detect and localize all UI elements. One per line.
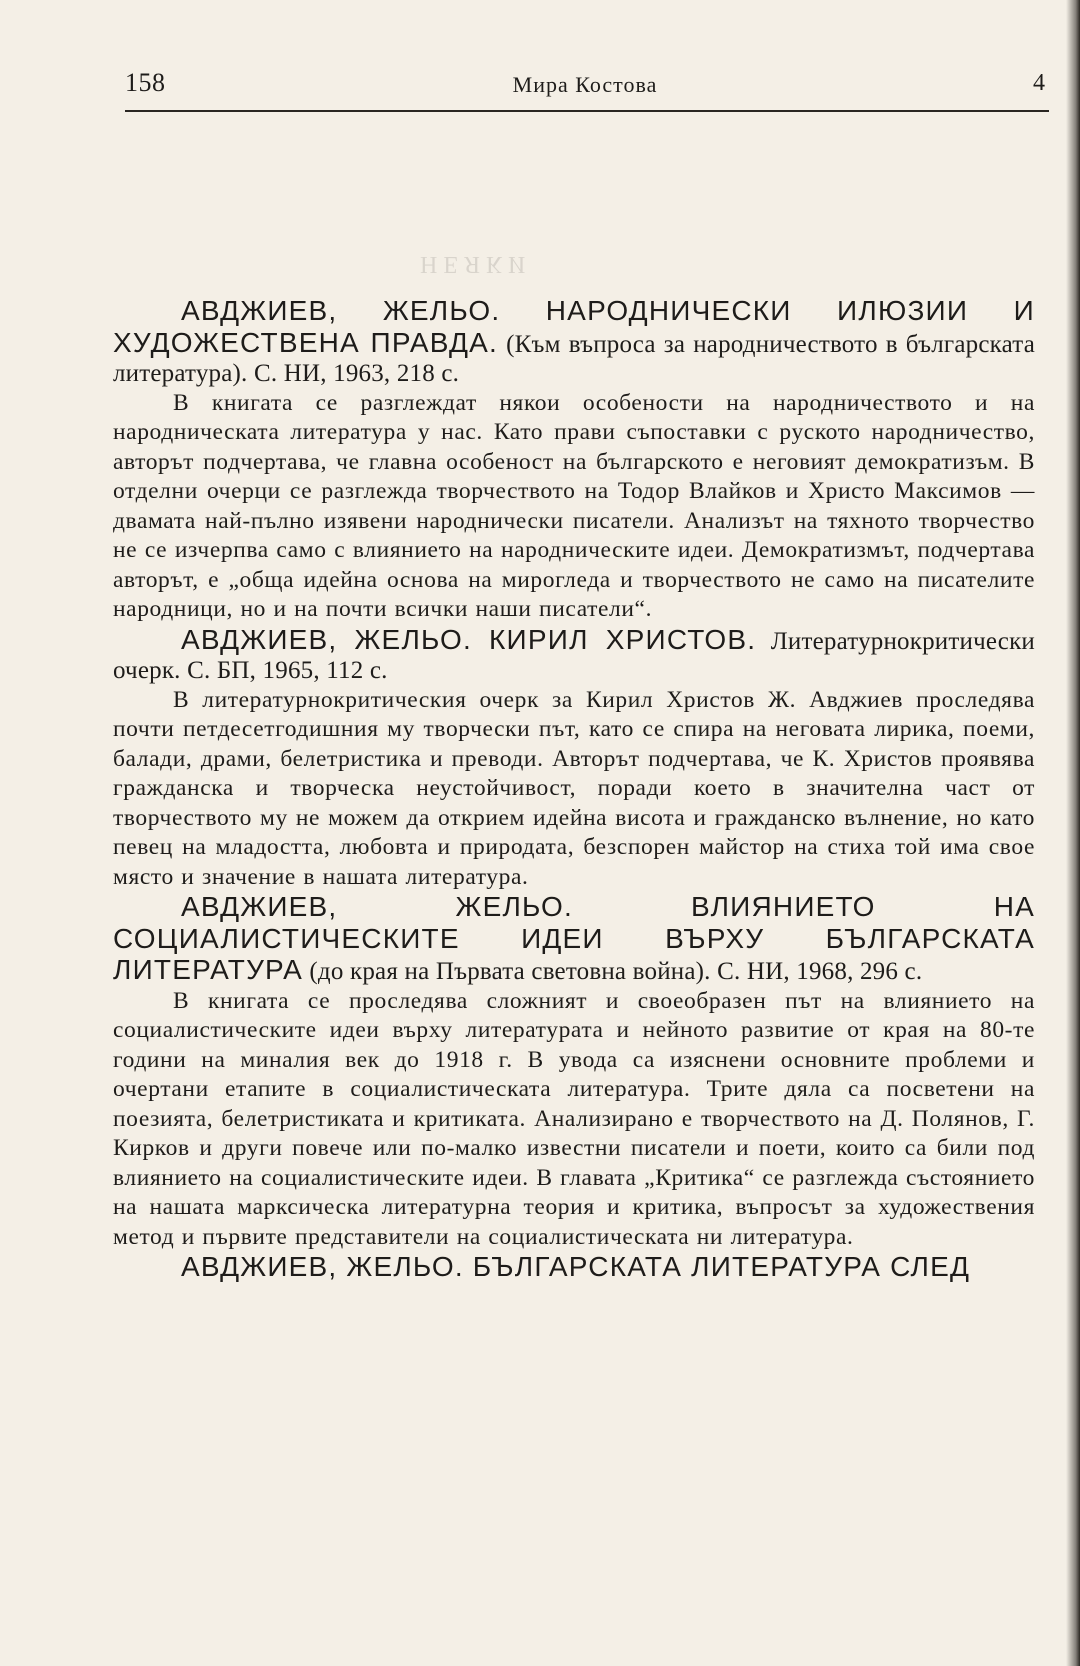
entry-annotation: В книгата се разглеждат някои особености на народничеството и на народническата литература у нас. Като прави съпоставки с руското народничество, авторът подчертава, че главна особеност на българското е неговият демократизъм. В отделни очерци се разглежда творчеството на Тодор Влайков и Христо Максимов — двамата най-пълно изявени народнически писатели. Анализът на тяхното творчество не се изчерпва само с влиянието на народническите идеи. Демократизмът, подчертава авторът, е „обща идейна основа на мирогледа и творчеството не само на писателите народници, но и на почти всички наши писатели“. xyxy=(113,389,1035,622)
entry-heading xyxy=(113,1252,1035,1284)
entry-heading-rest: (до края на Първата световна война). С. НИ, 1968, 296 с. xyxy=(309,958,923,985)
entry-annotation: В книгата се проследява сложният и своеобразен път на влиянието на социалистическите идеи върху литературата и нейното развитие от края на 80-те години на миналия век до 1918 г. В увода са изяснени основните проблеми и очертани етапите в социалистическата литература. Трите дяла са посветени на поезията, белетристиката и критиката. Анализирано е творчеството на Д. Полянов, Г. Кирков и други повече или по-малко известни писатели и поети, които са били под влиянието на социалистическите идеи. В главата „Критика“ се разглежда състоянието на нашата марксическа литературна теория и критика, въпросът за художествения метод и първите представители на социалистическата ни литература. xyxy=(113,987,1035,1250)
header-rule xyxy=(125,110,1049,112)
entry-heading-caps: АВДЖИЕВ, ЖЕЛЬО. КИРИЛ ХРИСТОВ. xyxy=(181,623,757,655)
running-title: Мира Костова xyxy=(512,72,658,97)
bibliography-column xyxy=(113,296,1035,1284)
entry-heading xyxy=(113,892,1035,987)
entry-heading-caps: АВДЖИЕВ, ЖЕЛЬО. НАРОДНИЧЕСКИ ИЛЮЗИИ И ХУДОЖЕСТВЕНА ПРАВДА. xyxy=(113,295,1035,358)
running-head xyxy=(125,68,1045,108)
entry-heading-rest: Литературнокритически очерк. С. БП, 1965, 112 с. xyxy=(113,627,1036,684)
entry-heading xyxy=(113,625,1035,686)
entry-heading xyxy=(113,296,1035,389)
entry-heading-rest: (Към въпроса за народничеството в българската литература). С. НИ, 1963, 218 с. xyxy=(113,330,1035,387)
entry-heading-caps: АВДЖИЕВ, ЖЕЛЬО. БЪЛГАРСКАТА ЛИТЕРАТУРА СЛЕД xyxy=(181,1251,971,1282)
section-mark: 4 xyxy=(1033,70,1045,96)
page-number: 158 xyxy=(125,68,166,97)
page-edge-shadow xyxy=(1066,0,1080,1666)
bleed-through-text: НЕЯКИ xyxy=(420,251,532,277)
entry-annotation: В литературнокритическия очерк за Кирил Христов Ж. Авджиев проследява почти петдесетгодишния му творчески път, като се спира на неговата лирика, поеми, балади, драми, белетристика и преводи. Авторът подчертава, че К. Христов проявява гражданска и творческа неустойчивост, поради което в значителна част от творчеството му не можем да открием идейна висота и гражданско вълнение, но като певец на младостта, любовта и природата, безспорен майстор на стиха той има свое място и значение в нашата литература. xyxy=(113,686,1035,890)
entry-heading-caps: АВДЖИЕВ, ЖЕЛЬО. ВЛИЯНИЕТО НА СОЦИАЛИСТИЧЕСКИТЕ ИДЕИ ВЪРХУ БЪЛГАРСКАТА ЛИТЕРАТУРА xyxy=(113,891,1035,985)
